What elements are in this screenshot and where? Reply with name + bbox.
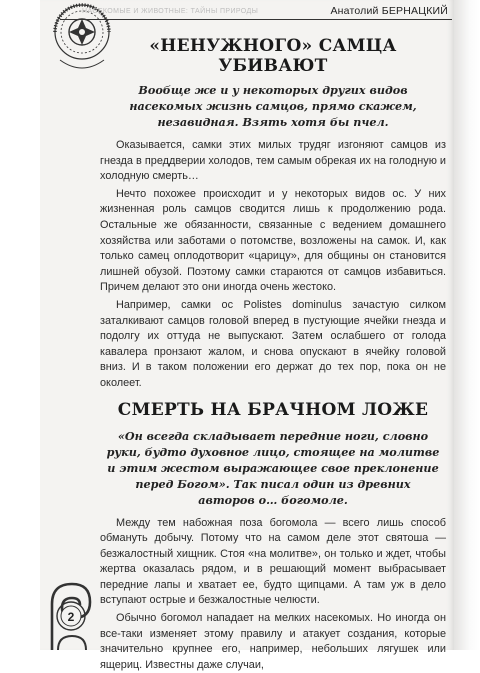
running-header [60, 2, 452, 20]
body-paragraph: Например, самки ос Polistes dominulus зачастую силком заталкивают самцов головой вперед в пустующие ячейки гнезда и подолгу их оттуда не выпускают. Затем ослабшего от голода кавалера пронзают жалом, и снова опускают в ячейку головой вниз. И в таком положении его держат до тех пор, пока он не околеет. [100, 298, 446, 389]
running-header-author: Анатолий БЕРНАЦКИЙ [330, 5, 448, 17]
body-paragraph: Нечто похожее происходит и у некоторых видов ос. У них жизненная роль самцов сводится лишь к продолжению рода. Остальные же обязанности, связанные с ведением домашнего хозяйства или заботами о потомстве, возложены на самок. И, как только самец оплодотворит «царицу», для общины он становится лишней обузой. Поэтому самки стараются от самцов избавиться. Причем делают это они иногда очень жестоко. [100, 187, 446, 294]
header-rule [60, 19, 452, 20]
section-lead: Вообще же и у некоторых других видов насекомых жизнь самцов, прямо скажем, незавидная. Взять хотя бы пчел. [129, 83, 417, 129]
section-title: «НЕНУЖНОГО» САМЦА УБИВАЮТ [149, 36, 397, 76]
page-content [100, 22, 446, 673]
running-header-ghost-text: НАСЕКОМЫЕ И ЖИВОТНЫЕ: ТАЙНЫ ПРИРОДЫ [82, 8, 259, 15]
page-number: 2 [67, 610, 75, 624]
page-gutter-shadow [454, 0, 480, 650]
body-paragraph: Оказывается, самки этих милых трудяг изгоняют самцов из гнезда в преддверии холодов, тем самым обрекая их на голодную и холодную смерть… [100, 139, 446, 183]
body-paragraph: Между тем набожная поза богомола — всего лишь способ обмануть добычу. Потому что на самом деле этот святоша — безжалостный хищник. Стоя «на молитве», он только и ждет, чтобы жертва оказалась рядом, и в решающий момент выбрасывает передние лапы и хватает ее, будто щипцами. А там уж в дело вступают острые и безжалостные челюсти. [100, 516, 446, 607]
body-paragraph: Обычно богомол нападает на мелких насекомых. Но иногда он все-таки изменяет этому правилу и атакует создания, которые значительно крупнее его, например, небольших лягушек или ящериц. Известны даже случаи, [100, 612, 446, 671]
section-title: СМЕРТЬ НА БРАЧНОМ ЛОЖЕ [117, 399, 429, 420]
section-lead: «Он всегда складывает передние ноги, словно руки, будто духовное лицо, стоящее на молитве и этим жестом выражающее свое преклонение перед Богом». Так писал один из древних авторов о… богомоле. [106, 428, 440, 507]
